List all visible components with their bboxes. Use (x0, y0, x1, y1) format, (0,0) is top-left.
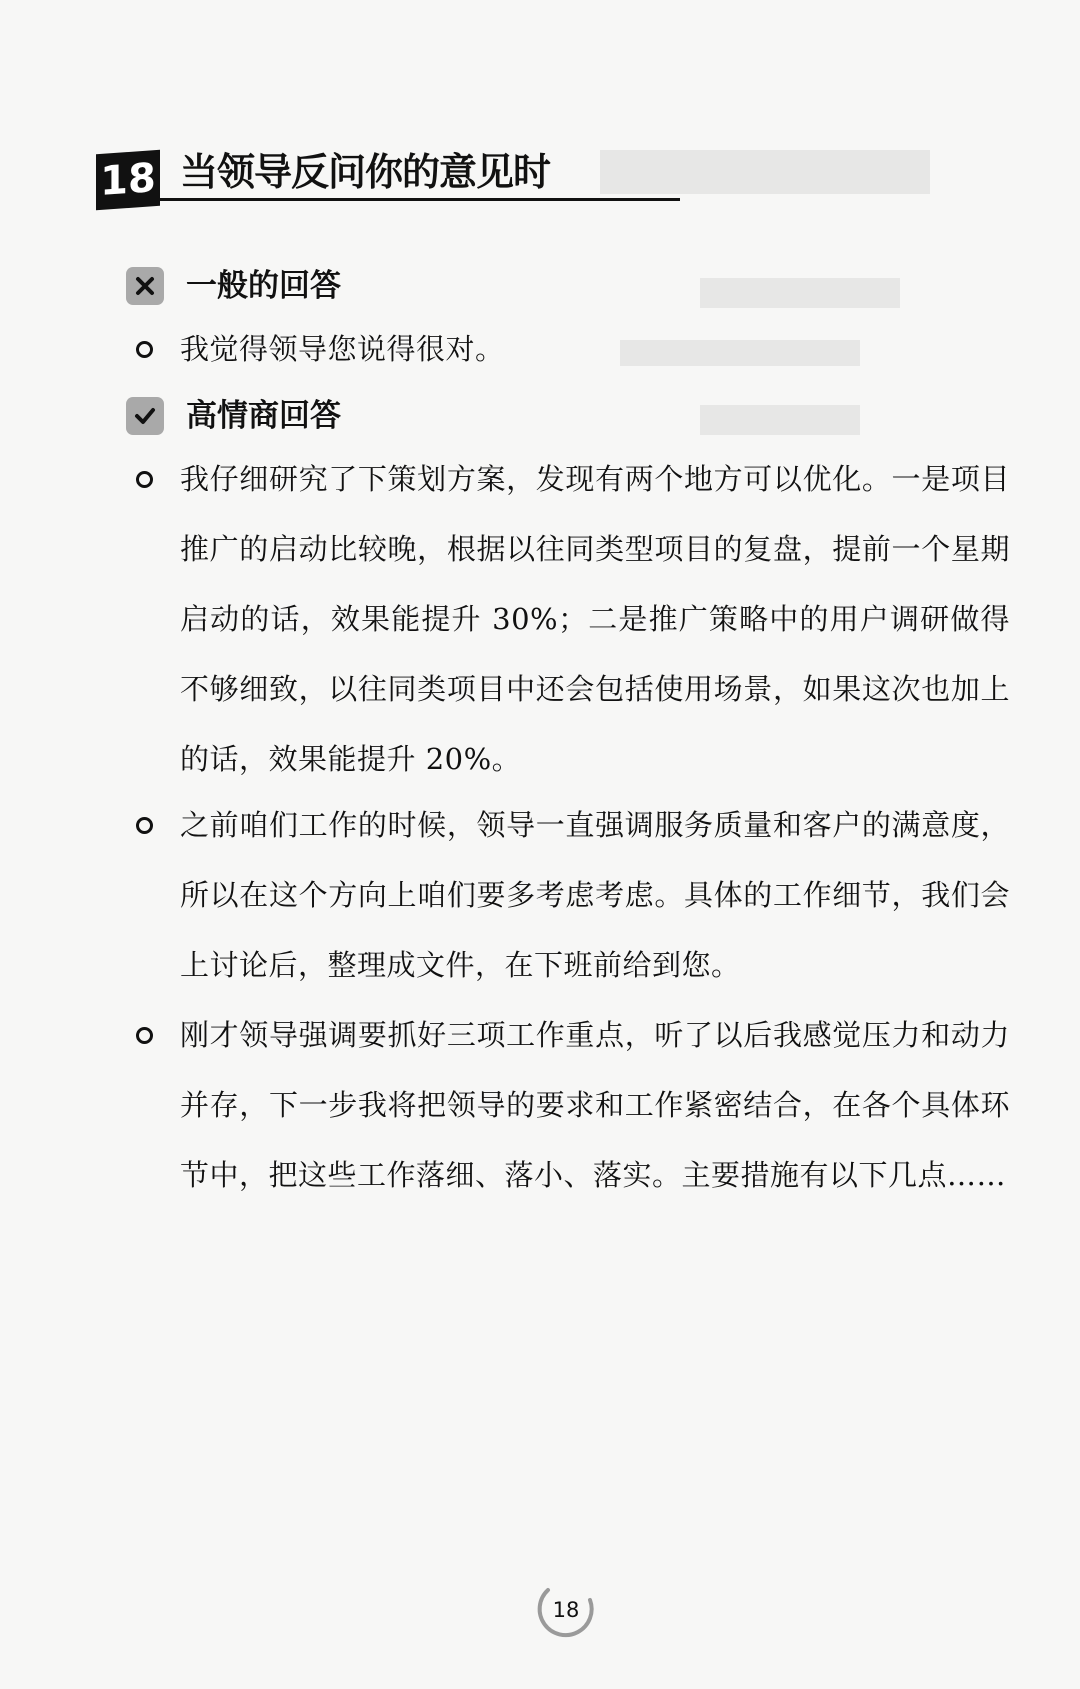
bleed-through-block (700, 405, 860, 435)
check-icon (126, 397, 164, 435)
chapter-number-badge: 18 (96, 150, 160, 210)
chapter-heading (96, 146, 584, 214)
list-item (132, 1000, 1012, 1280)
bullet-icon (136, 817, 153, 834)
bleed-through-block (700, 278, 900, 308)
bullet-icon (136, 471, 153, 488)
page-title: 当领导反问你的意见时 (180, 150, 551, 194)
list-item (132, 314, 1012, 384)
list-item (132, 790, 1012, 1000)
cross-icon (126, 267, 164, 305)
section-general-header (126, 264, 341, 308)
page-number: 18 (552, 1598, 580, 1622)
answer-text: 我觉得领导您说得很对。 (180, 332, 505, 366)
section-high-eq-header (126, 394, 341, 438)
section-high-eq-label: 高情商回答 (186, 398, 341, 434)
bleed-through-block (600, 150, 930, 194)
answer-text: 我仔细研究了下策划方案，发现有两个地方可以优化。一是项目推广的启动比较晚，根据以往同类型项目的复盘，提前一个星期启动的话，效果能提升 30%；二是推广策略中的用户调研做得不够细致，以往同类项目中还会包括使用场景，如果这次也加上的话，效果能提升 20%。 (180, 462, 1010, 776)
title-underline (160, 198, 680, 201)
section-general-label: 一般的回答 (186, 268, 341, 304)
answer-text: 之前咱们工作的时候，领导一直强调服务质量和客户的满意度，所以在这个方向上咱们要多考虑考虑。具体的工作细节，我们会上讨论后，整理成文件，在下班前给到您。 (180, 808, 1010, 982)
page-number-badge (534, 1578, 598, 1642)
bullet-icon (136, 341, 153, 358)
list-item (132, 444, 1012, 794)
answer-text: 刚才领导强调要抓好三项工作重点，听了以后我感觉压力和动力并存，下一步我将把领导的要求和工作紧密结合，在各个具体环节中，把这些工作落细、落小、落实。主要措施有以下几点…… (180, 1018, 1010, 1192)
bullet-icon (136, 1027, 153, 1044)
